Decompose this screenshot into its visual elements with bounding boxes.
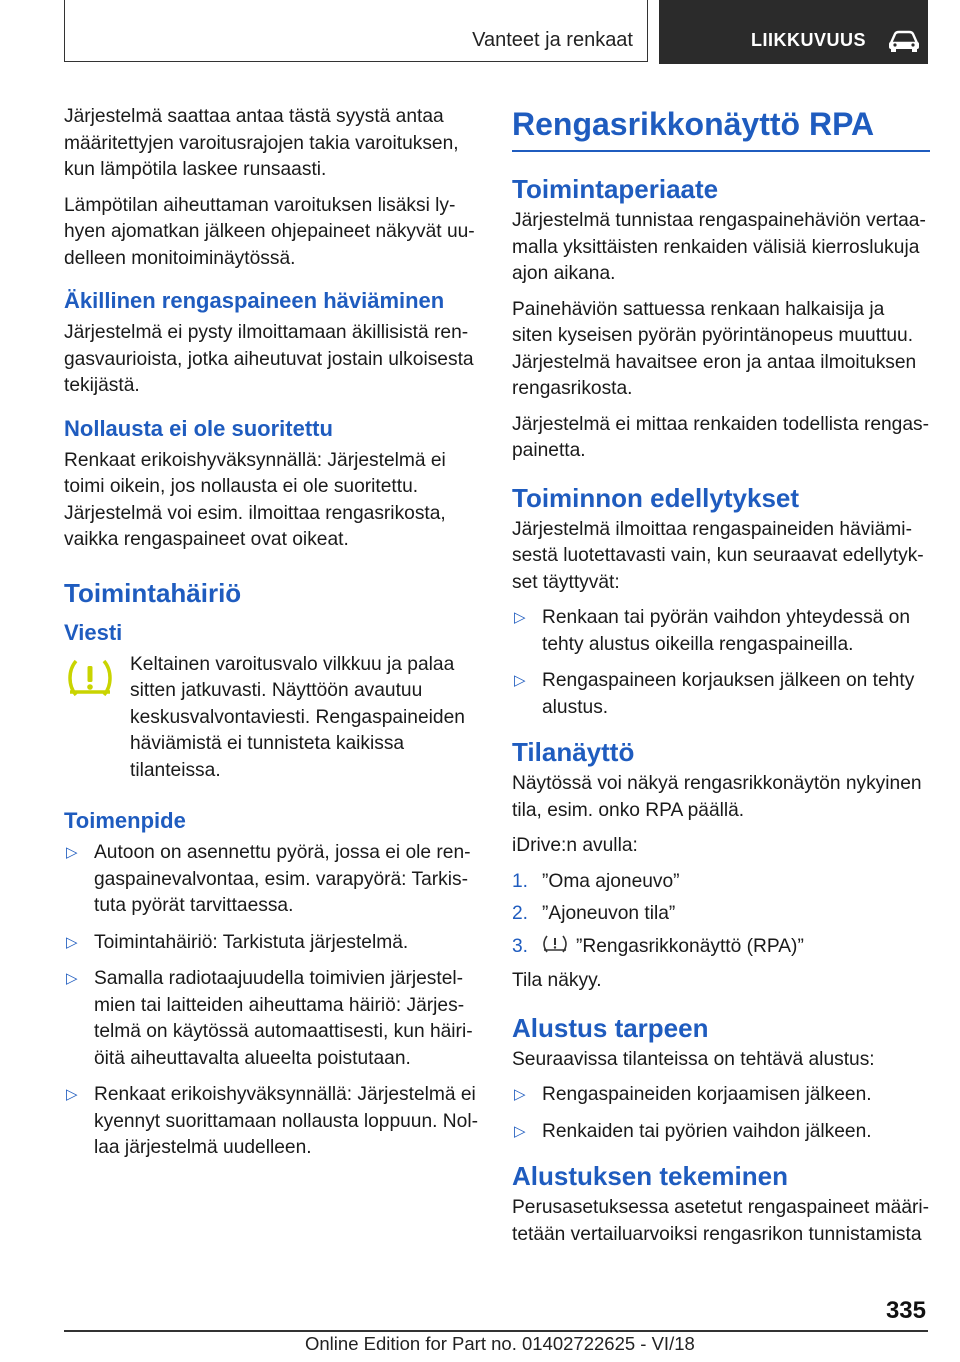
heading-reset: Nollausta ei ole suoritettu	[64, 415, 333, 441]
section-title: Vanteet ja renkaat	[472, 29, 633, 51]
paragraph: Tila näkyy.	[512, 970, 602, 991]
heading-requirements: Toiminnon edellytykset	[512, 482, 800, 513]
chapter-title: LIIKKUVUUS	[751, 30, 867, 50]
list-item: 2. ”Ajoneuvon tila”	[512, 903, 676, 924]
page-title: Rengasrikkonäyttö RPA	[512, 104, 930, 152]
paragraph: Renkaat erikoishyväksynnällä: Järjestelmä ei toimi oikein, jos nollausta ei ole suoritettu. Järjestelmä voi esim. ilmoittaa rengasrikosta, vaikka rengaspaineet ovat oikeat.	[64, 449, 446, 550]
heading-action: Toimenpide	[64, 808, 186, 833]
triangle-bullet-icon: ▷	[514, 1122, 526, 1140]
right-column	[512, 104, 930, 1257]
list-item: ▷ Rengaspaineen korjauksen jälkeen on tehty alustus.	[514, 670, 915, 718]
list-item: ▷ Samalla radiotaajuudella toimivien järjestelmien tai laitteiden aiheuttama häiriö: Järjestelmä on käytössä automaattisesti, kun häiriöitä aiheuttavalta alueelta poistutaan.	[66, 968, 473, 1069]
list-item: ▷ Renkaat erikoishyväksynnällä: Järjestelmä ei kyennyt suorittamaan nollausta loppuun. Nollaa järjestelmä uudelleen.	[66, 1084, 478, 1158]
paragraph: Järjestelmä ilmoittaa rengaspaineiden häviämisestä luotettavasti vain, kun seuraavat edellytykset täyttyvät:	[512, 518, 924, 593]
triangle-bullet-icon: ▷	[514, 1086, 526, 1103]
triangle-bullet-icon: ▷	[66, 970, 78, 987]
list-item: 3. ”Rengasrikkonäyttö (RPA)”	[512, 935, 804, 957]
list-item: ▷ Toimintahäiriö: Tarkistuta järjestelmä.	[64, 930, 478, 957]
footer-divider	[64, 1330, 928, 1332]
paragraph: iDrive:n avulla:	[512, 835, 638, 856]
action-list	[64, 840, 478, 1162]
heading-sudden-loss: Äkillinen rengaspaineen häviäminen	[64, 288, 445, 313]
paragraph: Seuraavissa tilanteissa on tehtävä alustus:	[512, 1048, 875, 1070]
heading-malfunction: Toimintahäiriö	[64, 577, 242, 608]
paragraph: Näytössä voi näkyä rengasrikkonäytön nykyinen tila, esim. onko RPA päällä.	[512, 773, 922, 821]
tire-pressure-icon	[542, 934, 568, 954]
triangle-bullet-icon: ▷	[514, 672, 526, 689]
list-item: ▷ Autoon on asennettu pyörä, jossa ei ole rengaspainevalvontaa, esim. varapyörä: Tarkistuta pyörät tarvittaessa.	[66, 842, 471, 916]
paragraph: Järjestelmä saattaa antaa tästä syystä antaa määritettyjen varoitusrajojen takia varoituksen, kun lämpötila laskee runsaasti.	[64, 106, 459, 180]
section-tab	[64, 0, 648, 62]
chapter-tab	[659, 0, 928, 64]
paragraph: Lämpötilan aiheuttaman varoituksen lisäksi lyhyen ajomatkan jälkeen ohjepaineet näkyvät uudelleen monitoiminäytössä.	[64, 194, 475, 269]
heading-status: Tilanäyttö	[512, 737, 635, 767]
heading-principle: Toimintaperiaate	[512, 174, 719, 204]
triangle-bullet-icon: ▷	[66, 1086, 78, 1103]
heading-init-needed: Alustus tarpeen	[512, 1012, 709, 1043]
message-text: Keltainen varoitusvalo vilkkuu ja palaa sitten jatkuvasti. Näyttöön avautuu keskusvalvontaviesti. Rengaspaineiden häviämistä ei tunnisteta kaikissa tilanteissa.	[130, 653, 465, 781]
paragraph: Perusasetuksessa asetetut rengaspaineet määritetään vertailuarvoiksi rengasrikon tunnistamista	[512, 1197, 930, 1245]
heading-init: Alustuksen tekeminen	[512, 1161, 788, 1191]
list-item: ▷ Renkaiden tai pyörien vaihdon jälkeen.	[512, 1119, 930, 1146]
heading-message: Viesti	[64, 619, 123, 645]
steps-list	[512, 869, 930, 961]
triangle-bullet-icon: ▷	[514, 609, 526, 626]
init-cases-list	[512, 1082, 930, 1145]
triangle-bullet-icon: ▷	[66, 844, 78, 861]
paragraph: Järjestelmä tunnistaa rengaspainehäviön vertaamalla yksittäisten renkaiden välisiä kierroslukuja ajon aikana.	[512, 210, 926, 284]
requirements-list	[512, 605, 930, 721]
left-column	[64, 104, 478, 1172]
footer-edition: Online Edition for Part no. 01402722625 - VI/18	[305, 1333, 695, 1354]
paragraph: Järjestelmä ei pysty ilmoittamaan äkillisistä rengasvaurioista, jotka aiheutuvat jostain ulkoisesta tekijästä.	[64, 322, 474, 396]
car-icon	[887, 29, 921, 53]
page-header	[64, 0, 928, 64]
list-item: ▷ Rengaspaineiden korjaamisen jälkeen.	[512, 1082, 930, 1109]
paragraph: Painehäviön sattuessa renkaan halkaisija ja siten kyseisen pyörän pyörintänopeus muuttuu. Järjestelmä havaitsee eron ja antaa ilmoituksen rengasrikosta.	[512, 298, 917, 399]
warning-message	[64, 652, 478, 785]
triangle-bullet-icon: ▷	[66, 933, 78, 951]
paragraph: Järjestelmä ei mittaa renkaiden todellista rengaspainetta.	[512, 413, 930, 461]
list-item: ▷ Renkaan tai pyörän vaihdon yhteydessä on tehty alustus oikeilla rengaspaineilla.	[514, 607, 911, 655]
page-number: 335	[885, 1297, 926, 1324]
list-item: 1. ”Oma ajoneuvo”	[512, 870, 680, 892]
tire-pressure-warning-icon	[66, 658, 114, 698]
